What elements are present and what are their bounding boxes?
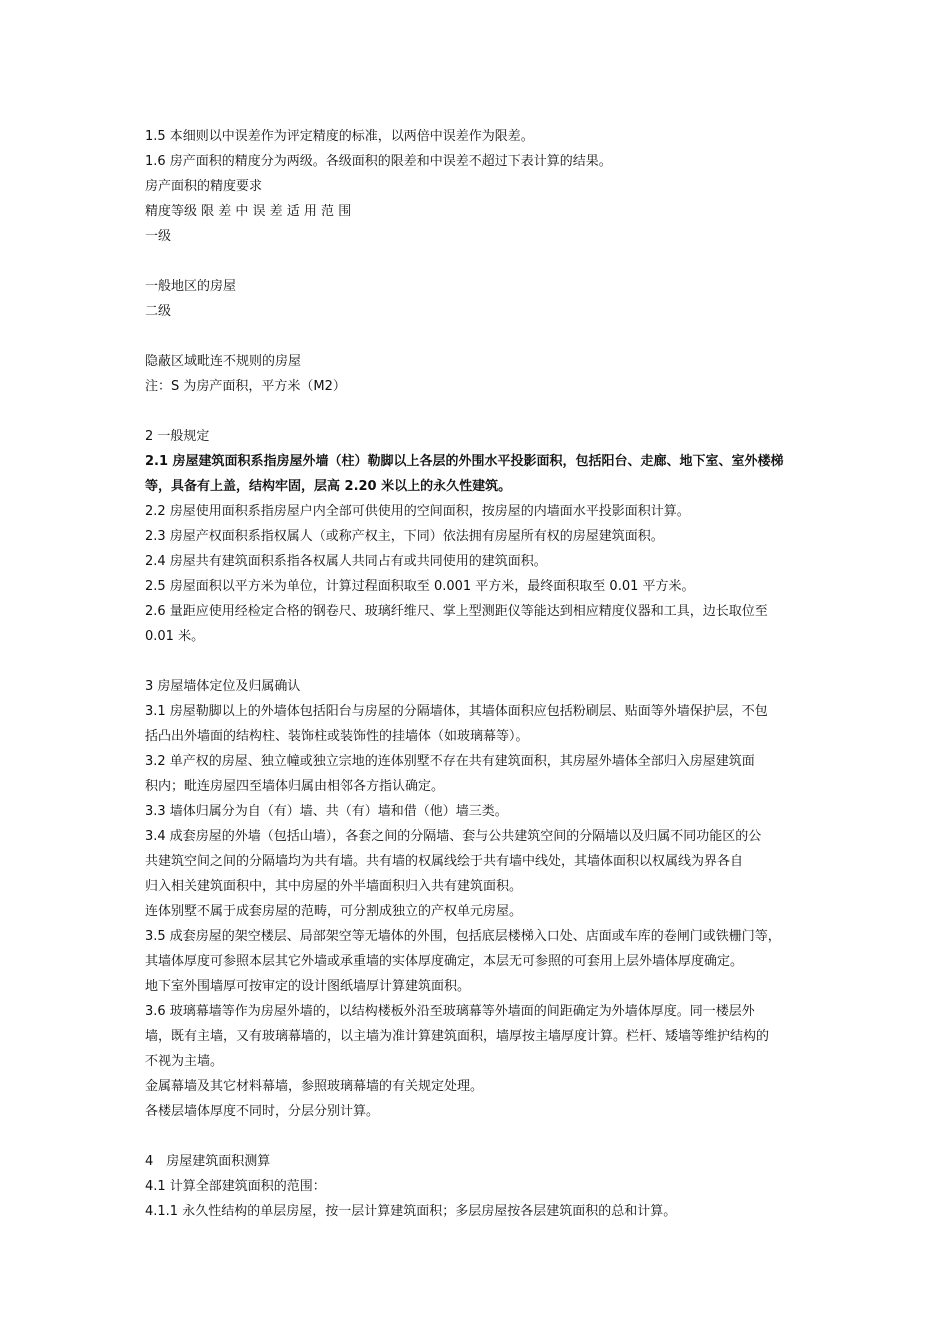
text-line-3-4-cont: 共建筑空间之间的分隔墙均为共有墙。共有墙的权属线绘于共有墙中线处，其墙体面积以权属线为界各自: [145, 854, 744, 869]
table-note: 注：S 为房产面积，平方米（M2）: [145, 379, 346, 394]
table-grade-one: 一级: [145, 229, 172, 244]
text-line-1-6: 1.6 房产面积的精度分为两级。各级面积的限差和中误差不超过下表计算的结果。: [145, 154, 612, 169]
table-grade-two: 二级: [145, 304, 172, 319]
blank-line: [145, 399, 815, 424]
text-line-2-2: 2.2 房屋使用面积系指房屋户内全部可供使用的空间面积，按房屋的内墙面水平投影面积计算。: [145, 504, 690, 519]
table-title: 房产面积的精度要求: [145, 179, 263, 194]
text-line-1-5: 1.5 本细则以中误差作为评定精度的标准，以两倍中误差作为限差。: [145, 129, 534, 144]
text-line-4-1: 4.1 计算全部建筑面积的范围：: [145, 1179, 326, 1194]
text-line-2-1-cont: 等，具备有上盖，结构牢固，层高 2.20 米以上的永久性建筑。: [145, 479, 512, 494]
section-heading-3: 3 房屋墙体定位及归属确认: [145, 679, 301, 694]
text-line-3-3: 3.3 墙体归属分为自（有）墙、共（有）墙和借（他）墙三类。: [145, 804, 508, 819]
text-line-3-1: 3.1 房屋勒脚以上的外墙体包括阳台与房屋的分隔墙体，其墙体面积应包括粉刷层、贴面等外墙保护层，不包: [145, 704, 768, 719]
text-line-2-1: 2.1 房屋建筑面积系指房屋外墙（柱）勒脚以上各层的外围水平投影面积，包括阳台、走廊、地下室、室外楼梯: [145, 454, 784, 469]
text-line-2-4: 2.4 房屋共有建筑面积系指各权属人共同占有或共同使用的建筑面积。: [145, 554, 547, 569]
text-line-3-4-cont: 归入相关建筑面积中，其中房屋的外半墙面积归入共有建筑面积。: [145, 879, 523, 894]
document-page: [145, 124, 815, 1224]
table-scope-one: 一般地区的房屋: [145, 279, 237, 294]
table-scope-two: 隐蔽区域毗连不规则的房屋: [145, 354, 302, 369]
text-line-4-1-1: 4.1.1 永久性结构的单层房屋，按一层计算建筑面积；多层房屋按各层建筑面积的总和计算。: [145, 1204, 677, 1219]
text-line-3-2-cont: 积内；毗连房屋四至墙体归属由相邻各方指认确定。: [145, 779, 445, 794]
section-heading-2: 2 一般规定: [145, 429, 210, 444]
text-line-2-5: 2.5 房屋面积以平方米为单位，计算过程面积取至 0.001 平方米，最终面积取至 0.01 平方米。: [145, 579, 695, 594]
text-line-3-6: 3.6 玻璃幕墙等作为房屋外墙的，以结构楼板外沿至玻璃幕等外墙面的间距确定为外墙体厚度。同一楼层外: [145, 1004, 755, 1019]
text-line-3-4: 3.4 成套房屋的外墙（包括山墙），各套之间的分隔墙、套与公共建筑空间的分隔墙以及归属不同功能区的公: [145, 829, 762, 844]
text-line-3-5-note: 地下室外围墙厚可按审定的设计图纸墙厚计算建筑面积。: [145, 979, 471, 994]
blank-line: [145, 324, 815, 349]
text-line-2-6: 2.6 量距应使用经检定合格的钢卷尺、玻璃纤维尺、掌上型测距仪等能达到相应精度仪器和工具，边长取位至: [145, 604, 768, 619]
text-line-3-5-cont: 其墙体厚度可参照本层其它外墙或承重墙的实体厚度确定，本层无可参照的可套用上层外墙体厚度确定。: [145, 954, 744, 969]
table-header: 精度等级 限 差 中 误 差 适 用 范 围: [145, 204, 352, 219]
text-line-3-1-cont: 括凸出外墙面的结构柱、装饰柱或装饰性的挂墙体（如玻璃幕等）。: [145, 729, 529, 744]
blank-line: [145, 649, 815, 674]
text-line-3-6-cont: 墙，既有主墙，又有玻璃幕墙的，以主墙为准计算建筑面积，墙厚按主墙厚度计算。栏杆、矮墙等维护结构的: [145, 1029, 770, 1044]
text-line-2-3: 2.3 房屋产权面积系指权属人（或称产权主，下同）依法拥有房屋所有权的房屋建筑面积。: [145, 529, 664, 544]
section-heading-4: 4 房屋建筑面积测算: [145, 1154, 271, 1169]
text-line-3-4-note: 连体别墅不属于成套房屋的范畴，可分割成独立的产权单元房屋。: [145, 904, 523, 919]
blank-line: [145, 1124, 815, 1149]
text-line-3-6-cont: 不视为主墙。: [145, 1054, 224, 1069]
blank-line: [145, 249, 815, 274]
text-line-2-6-cont: 0.01 米。: [145, 629, 205, 644]
text-line-3-2: 3.2 单产权的房屋、独立幢或独立宗地的连体别墅不存在共有建筑面积，其房屋外墙体全部归入房屋建筑面: [145, 754, 755, 769]
text-line-3-6-note: 金属幕墙及其它材料幕墙，参照玻璃幕墙的有关规定处理。: [145, 1079, 484, 1094]
text-line-3-6-note: 各楼层墙体厚度不同时，分层分别计算。: [145, 1104, 380, 1119]
text-line-3-5: 3.5 成套房屋的架空楼层、局部架空等无墙体的外围，包括底层楼梯入口处、店面或车库的卷闸门或铁栅门等，: [145, 929, 781, 944]
